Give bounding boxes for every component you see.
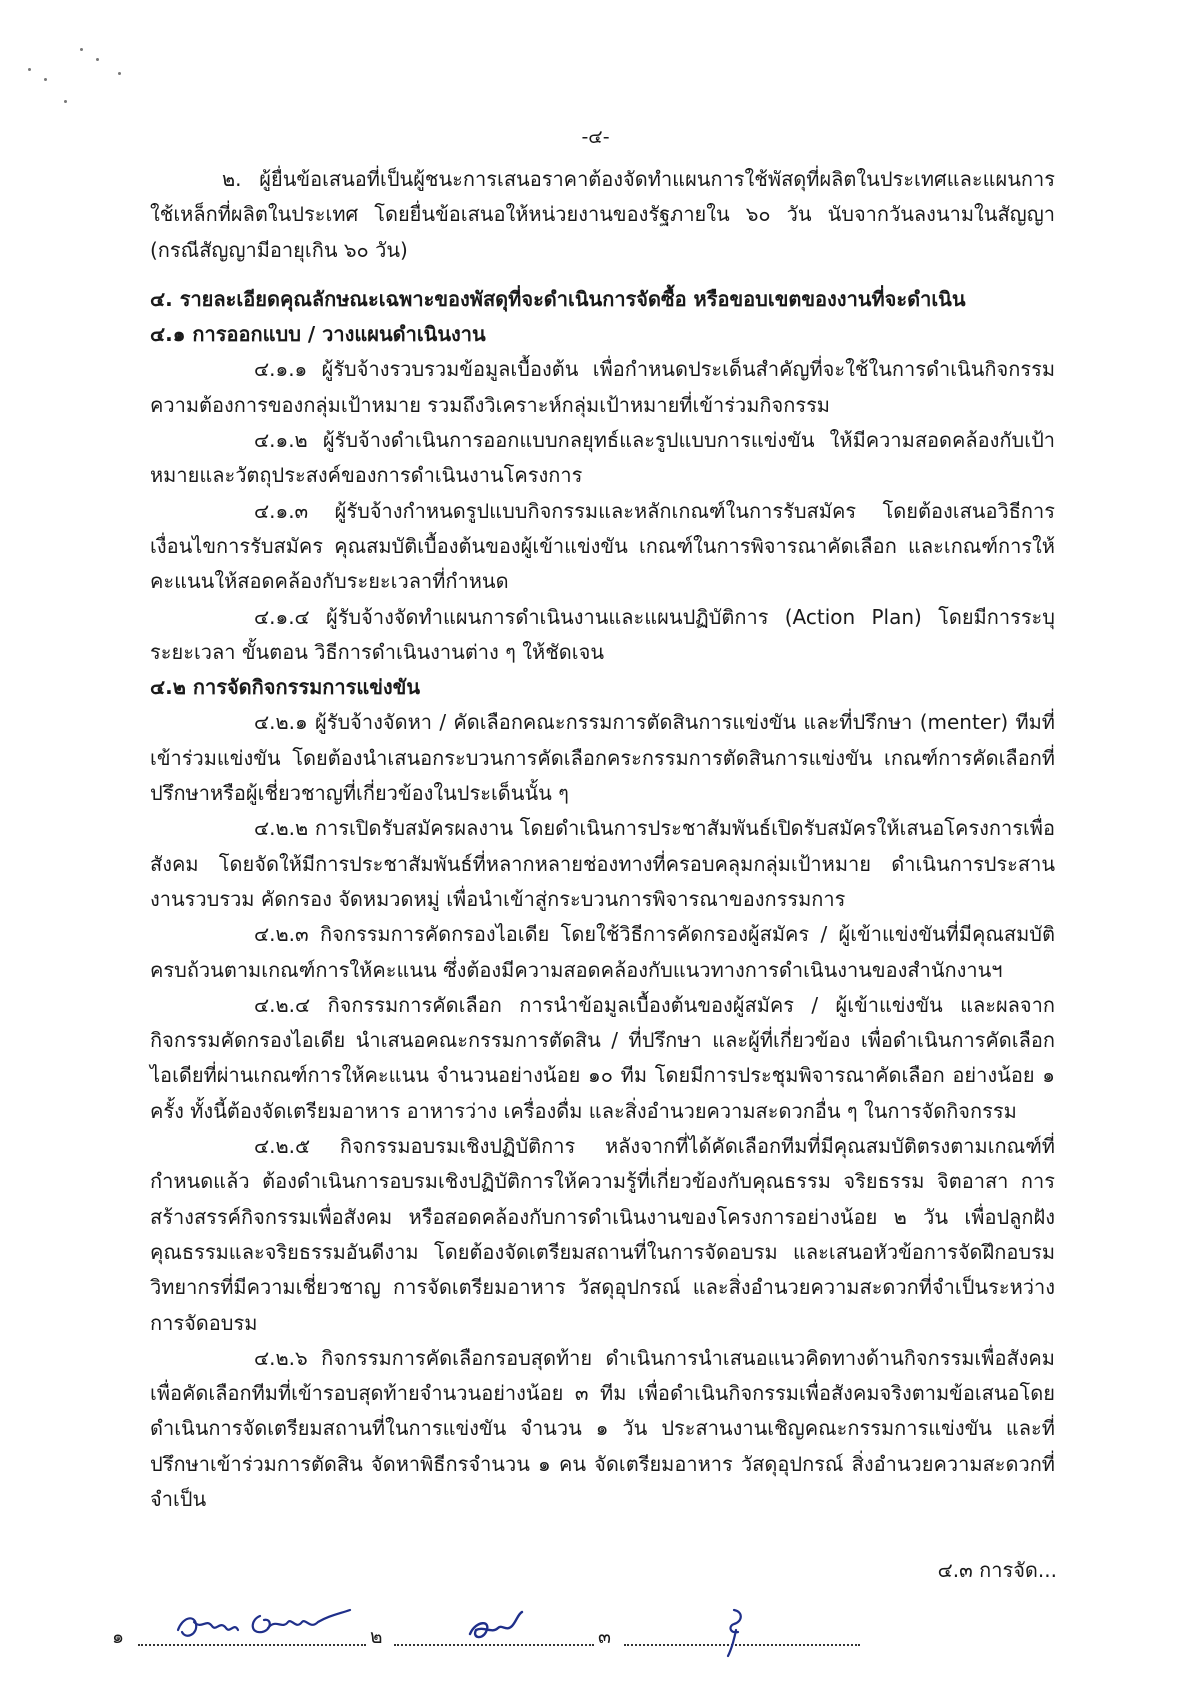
scan-speck — [80, 48, 83, 51]
paragraph-4-1-1: ๔.๑.๑ ผู้รับจ้างรวบรวมข้อมูลเบื้องต้น เพื่อกำหนดประเด็นสำคัญที่จะใช้ในการดำเนินกิจกรรม ความต้องการของกลุ่มเป้าหมาย รวมถึงวิเคราะห์กลุ่มเป้าหมายที่เข้าร่วมกิจกรรม — [150, 357, 1055, 417]
paragraph-4-2-4: ๔.๒.๔ กิจกรรมการคัดเลือก การนำข้อมูลเบื้องต้นของผู้สมัคร / ผู้เข้าแข่งขัน และผลจากกิจกรรมคัดกรองไอเดีย นำเสนอคณะกรรมการตัดสิน / ที่ปรึกษา และผู้ที่เกี่ยวข้อง เพื่อดำเนินการคัดเลือกไอเดียที่ผ่านเกณฑ์การให้คะแนน จำนวนอย่างน้อย ๑๐ ทีม โดยมีการประชุมพิจารณาคัดเลือก อย่างน้อย ๑ ครั้ง ทั้งนี้ต้องจัดเตรียมอาหาร อาหารว่าง เครื่องดื่ม และสิ่งอำนวยความสะดวกอื่น ๆ ในการจัดกิจกรรม — [150, 992, 1055, 1123]
paragraph-4-1-2: ๔.๑.๒ ผู้รับจ้างดำเนินการออกแบบกลยุทธ์และรูปแบบการแข่งขัน ให้มีความสอดคล้องกับเป้าหมายและวัตถุประสงค์ของการดำเนินงานโครงการ — [150, 428, 1055, 488]
scan-speck — [96, 58, 99, 61]
signature-2-image — [462, 1600, 552, 1652]
paragraph-2: ๒. ผู้ยื่นข้อเสนอที่เป็นผู้ชนะการเสนอราคาต้องจัดทำแผนการใช้พัสดุที่ผลิตในประเทศและแผนการใช้เหล็กที่ผลิตในประเทศ โดยยื่นข้อเสนอให้หน่วยงานของรัฐภายใน ๖๐ วัน นับจากวันลงนามในสัญญา (กรณีสัญญามีอายุเกิน ๖๐ วัน) — [150, 167, 1055, 262]
section-heading-4-2: ๔.๒ การจัดกิจกรรมการแข่งขัน — [150, 675, 421, 700]
signature-number-1: ๑ — [112, 1626, 125, 1648]
section-heading-4-1: ๔.๑ การออกแบบ / วางแผนดำเนินงาน — [150, 322, 486, 347]
scan-speck — [44, 78, 47, 81]
paragraph-4-2-3: ๔.๒.๓ กิจกรรมการคัดกรองไอเดีย โดยใช้วิธีการคัดกรองผู้สมัคร / ผู้เข้าแข่งขันที่มีคุณสมบัติครบถ้วนตามเกณฑ์การให้คะแนน ซึ่งต้องมีความสอดคล้องกับแนวทางการดำเนินงานของสำนักงานฯ — [150, 922, 1055, 982]
signature-row — [112, 1600, 872, 1660]
signature-1-image — [172, 1600, 372, 1652]
signature-number-2: ๒ — [370, 1626, 383, 1648]
scan-speck — [28, 68, 31, 71]
document-body — [150, 162, 1055, 1517]
spacer — [150, 268, 1055, 282]
paragraph-4-2-1: ๔.๒.๑ ผู้รับจ้างจัดหา / คัดเลือกคณะกรรมการตัดสินการแข่งขัน และที่ปรึกษา (menter) ทีมที่เข้าร่วมแข่งขัน โดยต้องนำเสนอกระบวนการคัดเลือกคระกรรมการตัดสินการแข่งขัน เกณฑ์การคัดเลือกที่ปรึกษาหรือผู้เชี่ยวชาญที่เกี่ยวข้องในประเด็นนั้น ๆ — [150, 710, 1055, 806]
scan-speck — [118, 72, 121, 75]
continuation-marker: ๔.๓ การจัด... — [937, 1558, 1057, 1582]
scan-speck — [64, 100, 67, 103]
page-number: -๔- — [581, 126, 610, 148]
section-heading-4: ๔. รายละเอียดคุณลักษณะเฉพาะของพัสดุที่จะดำเนินการจัดซื้อ หรือขอบเขตของงานที่จะดำเนิน — [150, 286, 966, 311]
paragraph-4-2-2: ๔.๒.๒ การเปิดรับสมัครผลงาน โดยดำเนินการประชาสัมพันธ์เปิดรับสมัครให้เสนอโครงการเพื่อสังคม โดยจัดให้มีการประชาสัมพันธ์ที่หลากหลายช่องทางที่ครอบคลุมกลุ่มเป้าหมาย ดำเนินการประสานงานรวบรวม คัดกรอง จัดหมวดหมู่ เพื่อนำเข้าสู่กระบวนการพิจารณาของกรรมการ — [150, 816, 1055, 911]
paragraph-4-2-6: ๔.๒.๖ กิจกรรมการคัดเลือกรอบสุดท้าย ดำเนินการนำเสนอแนวคิดทางด้านกิจกรรมเพื่อสังคมเพื่อคัดเลือกทีมที่เข้ารอบสุดท้ายจำนวนอย่างน้อย ๓ ทีม เพื่อดำเนินกิจกรรมเพื่อสังคมจริงตามข้อเสนอโดยดำเนินการจัดเตรียมสถานที่ในการแข่งขัน จำนวน ๑ วัน ประสานงานเชิญคณะกรรมการแข่งขัน และที่ปรึกษาเข้าร่วมการตัดสิน จัดหาพิธีกรจำนวน ๑ คน จัดเตรียมอาหาร วัสดุอุปกรณ์ สิ่งอำนวยความสะดวกที่จำเป็น — [150, 1345, 1055, 1511]
signature-number-3: ๓ — [598, 1626, 611, 1648]
paragraph-4-1-4: ๔.๑.๔ ผู้รับจ้างจัดทำแผนการดำเนินงานและแผนปฏิบัติการ (Action Plan) โดยมีการระบุระยะเวลา ขั้นตอน วิธีการดำเนินงานต่าง ๆ ให้ชัดเจน — [150, 604, 1055, 664]
paragraph-4-1-3: ๔.๑.๓ ผู้รับจ้างกำหนดรูปแบบกิจกรรมและหลักเกณฑ์ในการรับสมัคร โดยต้องเสนอวิธีการเงื่อนไขการรับสมัคร คุณสมบัติเบื้องต้นของผู้เข้าแข่งขัน เกณฑ์ในการพิจารณาคัดเลือก และเกณฑ์การให้คะแนนให้สอดคล้องกับระยะเวลาที่กำหนด — [150, 498, 1055, 594]
signature-3-image — [716, 1600, 756, 1660]
paragraph-4-2-5: ๔.๒.๕ กิจกรรมอบรมเชิงปฏิบัติการ หลังจากที่ได้คัดเลือกทีมที่มีคุณสมบัติตรงตามเกณฑ์ที่กำหนดแล้ว ต้องดำเนินการอบรมเชิงปฏิบัติการให้ความรู้ที่เกี่ยวข้องกับคุณธรรม จริยธรรม จิตอาสา การสร้างสรรค์กิจกรรมเพื่อสังคม หรือสอดคล้องกับการดำเนินงานของโครงการอย่างน้อย ๒ วัน เพื่อปลูกฝังคุณธรรมและจริยธรรมอันดีงาม โดยต้องจัดเตรียมสถานที่ในการจัดอบรม และเสนอหัวข้อการจัดฝึกอบรมวิทยากรที่มีความเชี่ยวชาญ การจัดเตรียมอาหาร วัสดุอุปกรณ์ และสิ่งอำนวยความสะดวกที่จำเป็นระหว่างการจัดอบรม — [150, 1134, 1055, 1335]
